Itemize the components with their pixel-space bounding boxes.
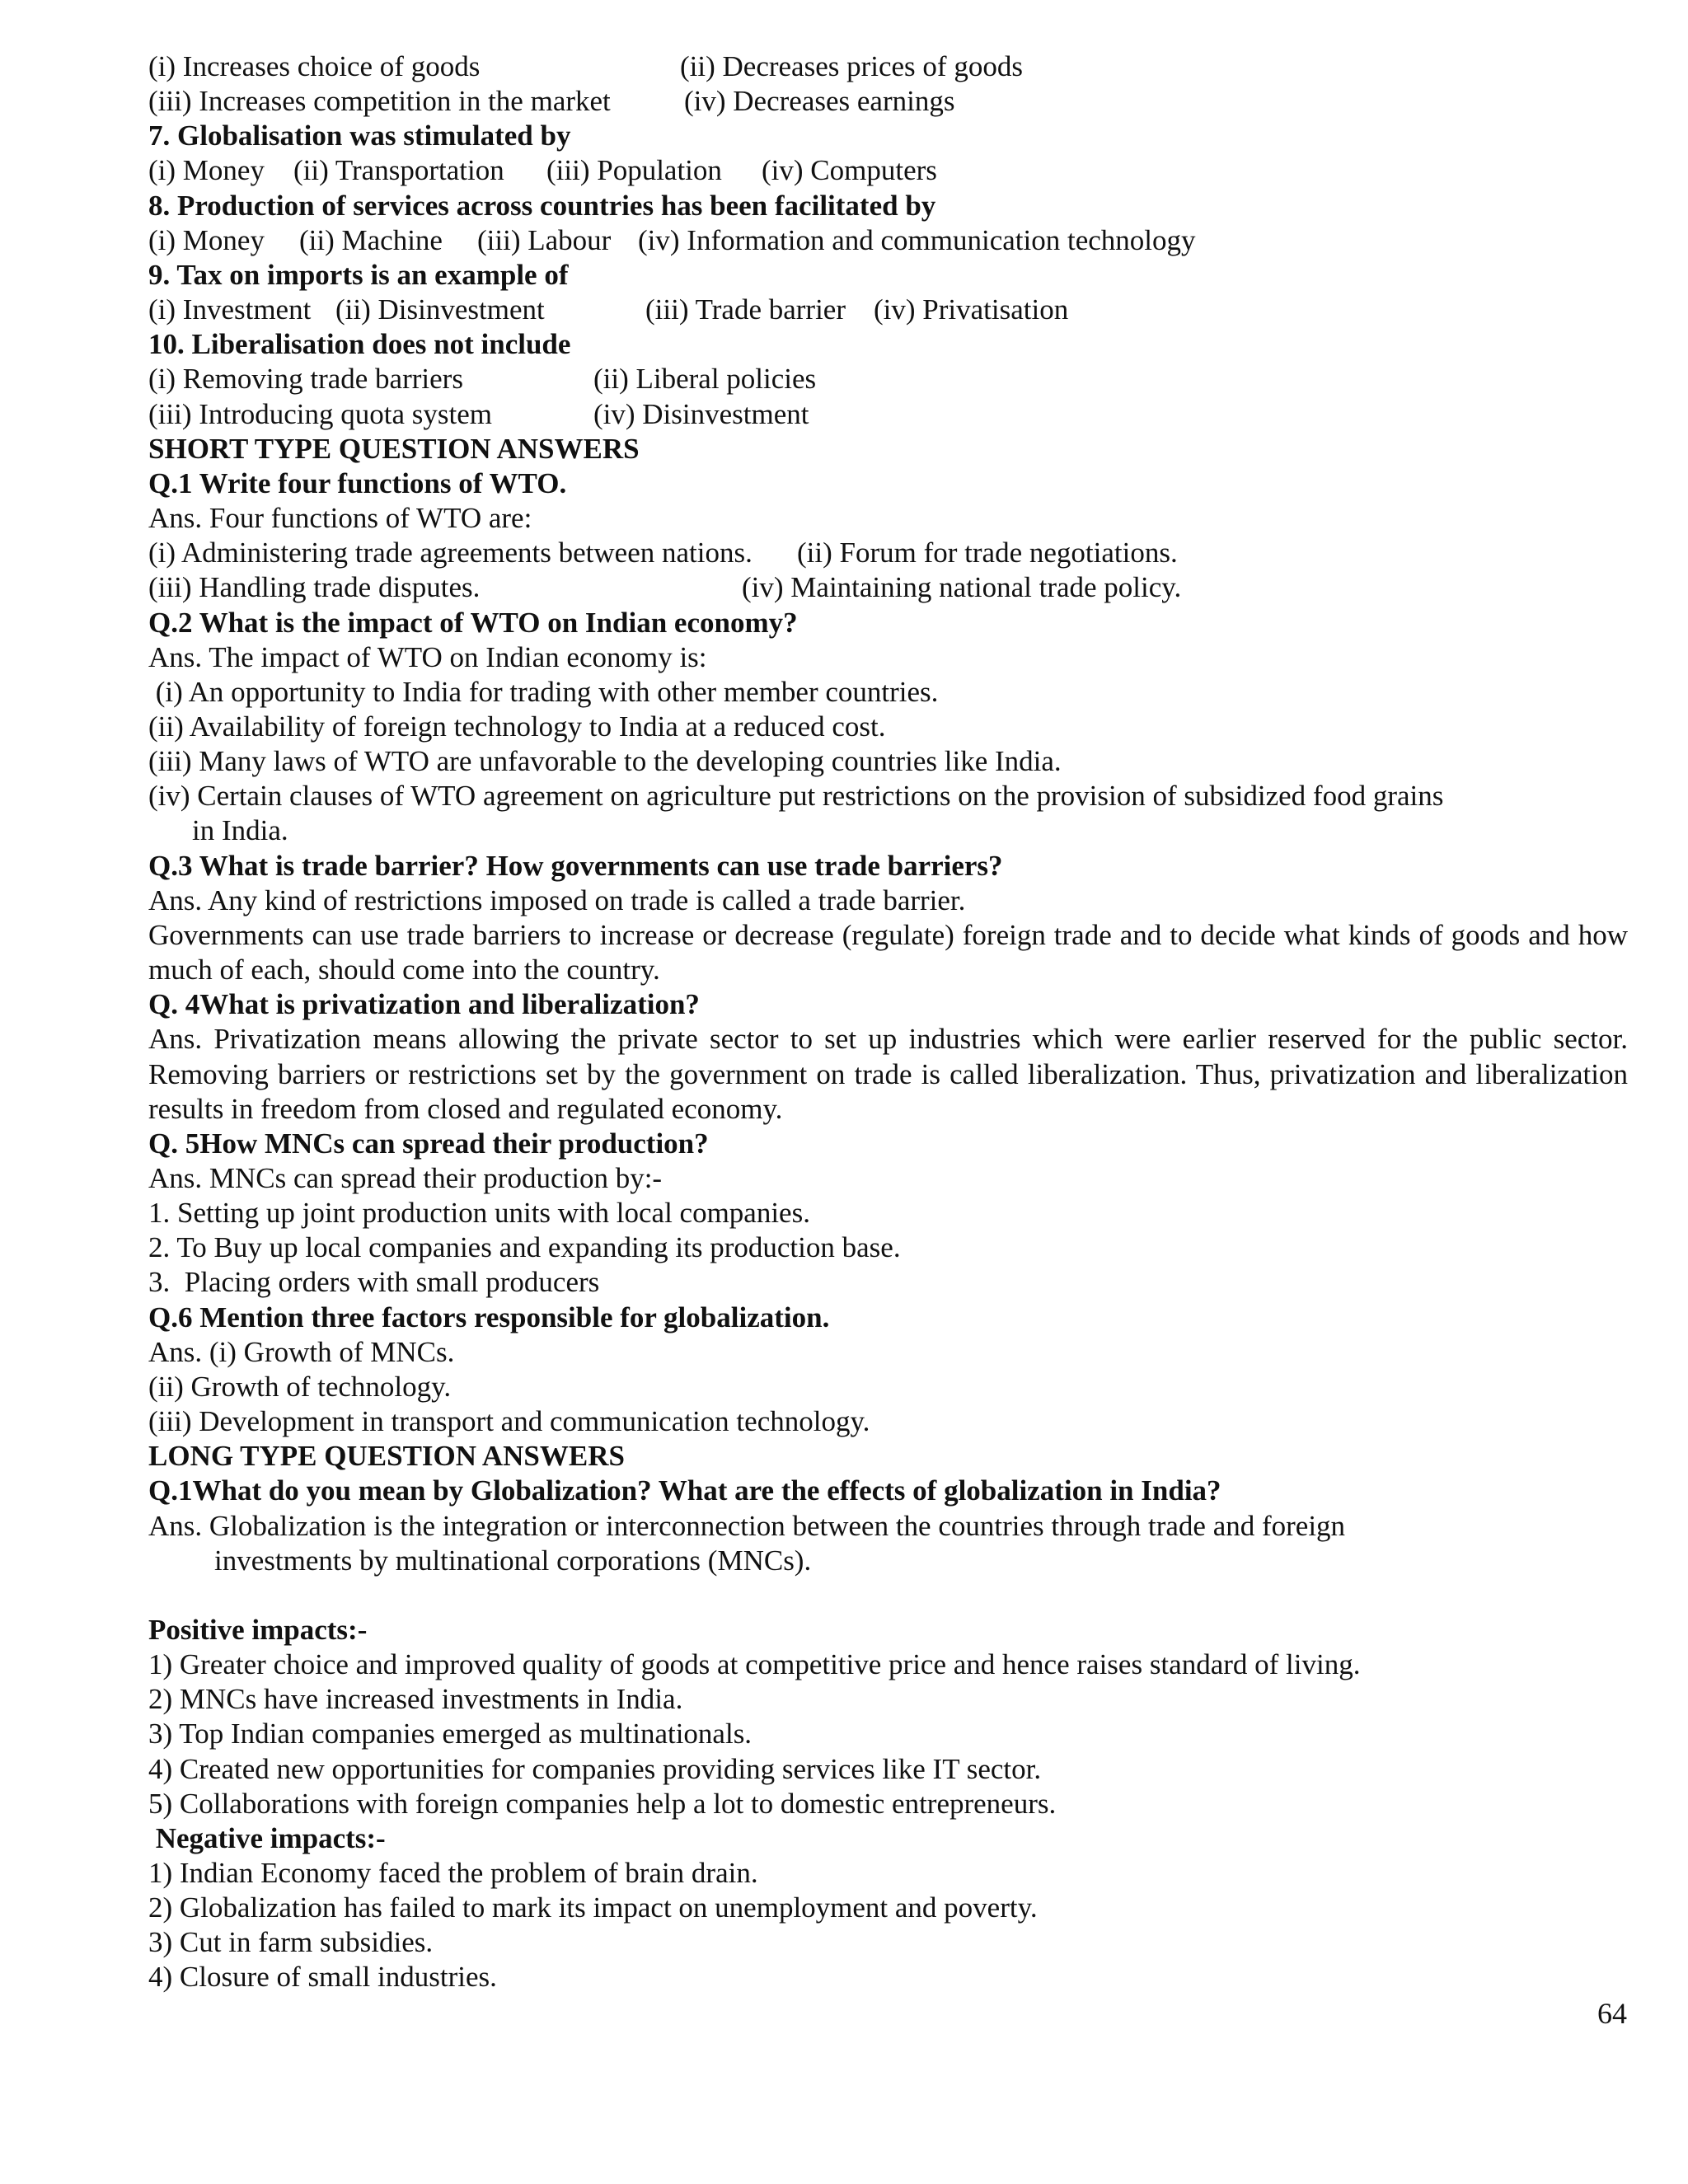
mcq-question: 7. Globalisation was stimulated by — [148, 120, 571, 152]
option: (iii) Trade barrier — [645, 293, 846, 326]
page-content — [148, 49, 1628, 1995]
answer: Ans. The impact of WTO on Indian economy is: — [148, 640, 707, 673]
option: (i) Increases choice of goods — [148, 50, 481, 82]
answer-continuation: investments by multinational corporations (MNCs). — [214, 1544, 812, 1577]
answer-item: (i) Administering trade agreements between nations. — [148, 537, 753, 569]
answer-item: 2. To Buy up local companies and expanding its production base. — [148, 1231, 901, 1264]
answer-item: (ii) Growth of technology. — [148, 1370, 452, 1403]
question: Q.1What do you mean by Globalization? What are the effects of globalization in India? — [148, 1474, 1221, 1507]
answer-item: (ii) Availability of foreign technology to India at a reduced cost. — [148, 710, 886, 743]
answer-item: (iii) Handling trade disputes. — [148, 571, 481, 604]
option: (ii) Decreases prices of goods — [680, 50, 1023, 82]
mcq-options-row — [148, 397, 1628, 432]
question: Q.1 Write four functions of WTO. — [148, 466, 567, 499]
answer-item: (iv) Maintaining national trade policy. — [742, 571, 1182, 604]
mcq-question: 10. Liberalisation does not include — [148, 328, 571, 361]
option: (iii) Introducing quota system — [148, 397, 493, 430]
answer-item: (iv) Certain clauses of WTO agreement on agriculture put restrictions on the provision of subsidized food grains — [148, 780, 1444, 813]
option: (iv) Information and communication technology — [638, 223, 1196, 256]
option: (ii) Transportation — [293, 154, 504, 187]
list-item: 3) Top Indian companies emerged as multinationals. — [148, 1718, 753, 1750]
subheading-negative: Negative impacts:- — [148, 1821, 386, 1854]
list-item: 3) Cut in farm subsidies. — [148, 1926, 434, 1959]
list-item: 4) Created new opportunities for companies providing services like IT sector. — [148, 1752, 1042, 1785]
list-item: 2) MNCs have increased investments in India. — [148, 1683, 683, 1716]
mcq-options-row — [148, 362, 1628, 396]
option: (iv) Computers — [762, 154, 937, 187]
option: (i) Money — [148, 223, 265, 256]
option: (ii) Liberal policies — [593, 363, 817, 396]
blank-line — [148, 1578, 1628, 1613]
list-item: 4) Closure of small industries. — [148, 1961, 497, 1994]
answer-item: (ii) Forum for trade negotiations. — [797, 537, 1178, 569]
answer: Ans. Four functions of WTO are: — [148, 502, 532, 535]
mcq-options-row — [148, 49, 1628, 84]
answer-item: Ans. (i) Growth of MNCs. — [148, 1335, 455, 1368]
mcq-options-row — [148, 84, 1628, 119]
list-item: 5) Collaborations with foreign companies help a lot to domestic entrepreneurs. — [148, 1787, 1057, 1820]
list-item: 1) Indian Economy faced the problem of brain drain. — [148, 1856, 758, 1889]
subheading-positive: Positive impacts:- — [148, 1613, 368, 1646]
option: (iii) Labour — [477, 223, 612, 256]
option: (ii) Disinvestment — [335, 293, 545, 326]
section-heading: SHORT TYPE QUESTION ANSWERS — [148, 432, 640, 465]
answer-item: (iii) Development in transport and communication technology. — [148, 1405, 870, 1438]
option: (ii) Machine — [299, 223, 443, 256]
mcq-options-row — [148, 153, 1628, 188]
list-item: 2) Globalization has failed to mark its impact on unemployment and poverty. — [148, 1891, 1038, 1924]
question: Q.3 What is trade barrier? How governments can use trade barriers? — [148, 849, 1003, 882]
mcq-question: 9. Tax on imports is an example of — [148, 258, 569, 291]
mcq-question: 8. Production of services across countries has been facilitated by — [148, 189, 936, 222]
answer-row — [148, 536, 1628, 570]
section-heading: LONG TYPE QUESTION ANSWERS — [148, 1440, 625, 1473]
answer-item: (iii) Many laws of WTO are unfavorable to the developing countries like India. — [148, 745, 1062, 778]
option: (i) Money — [148, 154, 265, 187]
option: (iv) Privatisation — [874, 293, 1069, 326]
question: Q.2 What is the impact of WTO on Indian economy? — [148, 606, 798, 639]
question: Q. 5How MNCs can spread their production? — [148, 1127, 709, 1160]
option: (iii) Population — [546, 154, 722, 187]
mcq-options-row — [148, 293, 1628, 327]
answer-item: 1. Setting up joint production units with local companies. — [148, 1197, 810, 1230]
option: (iii) Increases competition in the market — [148, 85, 611, 118]
question: Q.6 Mention three factors responsible for globalization. — [148, 1301, 830, 1333]
answer-item: 3. Placing orders with small producers — [148, 1266, 600, 1299]
option: (i) Removing trade barriers — [148, 363, 463, 396]
answer: Ans. Globalization is the integration or interconnection between the countries through trade and foreign — [148, 1509, 1346, 1542]
answer-item-continuation: in India. — [192, 814, 288, 847]
option: (iv) Disinvestment — [593, 397, 809, 430]
answer-paragraph: Governments can use trade barriers to increase or decrease (regulate) foreign trade and to decide what kinds of goods and how much of each, should come into the country. — [148, 918, 1628, 987]
question: Q. 4What is privatization and liberalization? — [148, 988, 700, 1021]
page-number: 64 — [1597, 1997, 1627, 2030]
answer: Ans. Any kind of restrictions imposed on trade is called a trade barrier. — [148, 883, 966, 916]
answer-row — [148, 570, 1628, 605]
answer-item: (i) An opportunity to India for trading with other member countries. — [148, 675, 939, 708]
option: (iv) Decreases earnings — [684, 85, 955, 118]
list-item: 1) Greater choice and improved quality of goods at competitive price and hence raises standard of living. — [148, 1648, 1361, 1681]
option: (i) Investment — [148, 293, 312, 326]
answer: Ans. MNCs can spread their production by:- — [148, 1162, 663, 1194]
answer-paragraph: Ans. Privatization means allowing the private sector to set up industries which were earlier reserved for the public sector. Removing barriers or restrictions set by the government on trade is called liberalization. Thus, privatization and liberalization results in freedom from closed and regulated economy. — [148, 1023, 1628, 1125]
mcq-options-row — [148, 223, 1628, 258]
